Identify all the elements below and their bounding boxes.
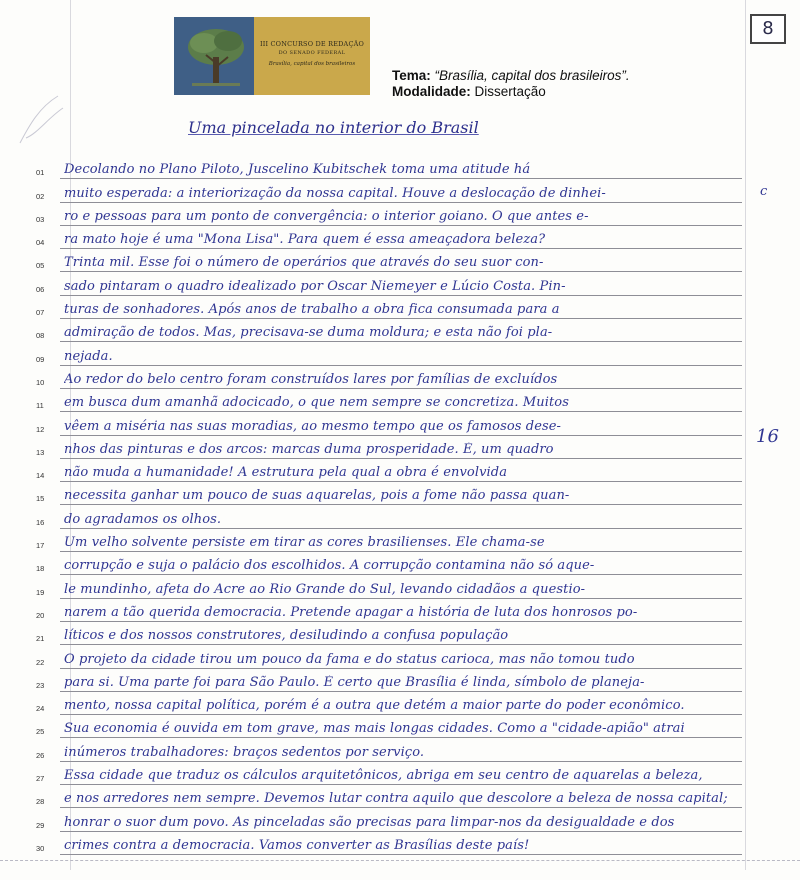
modality-label: Modalidade: bbox=[392, 84, 471, 99]
line-number: 12 bbox=[36, 424, 45, 434]
essay-line bbox=[0, 645, 800, 668]
essay-line bbox=[0, 832, 800, 855]
essay-line bbox=[0, 249, 800, 272]
essay-line bbox=[0, 808, 800, 831]
logo-line-2: DO SENADO FEDERAL bbox=[278, 50, 346, 56]
essay-line bbox=[0, 436, 800, 459]
line-number: 25 bbox=[36, 727, 45, 737]
line-text: Essa cidade que traduz os cálculos arquitetônicos, abriga em seu centro de aquarelas a beleza, bbox=[64, 768, 703, 784]
line-number: 05 bbox=[36, 261, 45, 271]
line-number: 08 bbox=[36, 331, 45, 341]
essay-line bbox=[0, 342, 800, 365]
line-number: 13 bbox=[36, 447, 45, 457]
essay-line bbox=[0, 692, 800, 715]
line-number: 20 bbox=[36, 610, 45, 620]
essay-line bbox=[0, 156, 800, 179]
line-number: 26 bbox=[36, 750, 45, 760]
line-text: ra mato hoje é uma "Mona Lisa". Para quem é essa ameaçadora beleza? bbox=[64, 232, 546, 248]
line-text: e nos arredores nem sempre. Devemos lutar contra aquilo que descolore a beleza de nossa capital; bbox=[64, 791, 728, 807]
line-text: Ao redor do belo centro foram construídos lares por famílias de excluídos bbox=[64, 371, 558, 387]
line-number: 30 bbox=[36, 843, 45, 853]
essay-line bbox=[0, 785, 800, 808]
line-text: nhos das pinturas e dos arcos: marcas duma prosperidade. É, um quadro bbox=[64, 441, 554, 457]
essay-line bbox=[0, 412, 800, 435]
line-text: mento, nossa capital política, porém é a outra que detém a maior parte do poder econômico. bbox=[64, 698, 685, 714]
line-number: 29 bbox=[36, 820, 45, 830]
line-number: 24 bbox=[36, 704, 45, 714]
line-number: 06 bbox=[36, 284, 45, 294]
line-number: 17 bbox=[36, 541, 45, 551]
line-number: 03 bbox=[36, 214, 45, 224]
theme-line bbox=[392, 68, 630, 83]
line-text: necessita ganhar um pouco de suas aquarelas, pois a fome não passa quan- bbox=[64, 488, 570, 504]
line-text: turas de sonhadores. Após anos de trabalho a obra fica consumada para a bbox=[64, 302, 560, 318]
line-text: do agradamos os olhos. bbox=[64, 511, 222, 527]
line-text: em busca dum amanhã adocicado, o que nem sempre se concretiza. Muitos bbox=[64, 395, 570, 411]
line-rule bbox=[60, 854, 742, 855]
essay-line bbox=[0, 739, 800, 762]
essay-line bbox=[0, 366, 800, 389]
line-text: le mundinho, afeta do Acre ao Rio Grande do Sul, levando cidadãos a questio- bbox=[64, 581, 586, 597]
logo-line-3: Brasília, capital dos brasileiros bbox=[268, 61, 356, 67]
page-number-box: 8 bbox=[750, 14, 786, 44]
essay-line bbox=[0, 389, 800, 412]
line-text: nejada. bbox=[64, 348, 113, 364]
line-text: O projeto da cidade tirou um pouco da fama e do status carioca, mas não tomou tudo bbox=[64, 651, 635, 667]
logo-line-1: III CONCURSO DE REDAÇÃO bbox=[259, 40, 365, 48]
contest-logo bbox=[174, 17, 370, 95]
theme-label: Tema: bbox=[392, 68, 431, 83]
line-text: sado pintaram o quadro idealizado por Oscar Niemeyer e Lúcio Costa. Pin- bbox=[64, 278, 566, 294]
line-number: 22 bbox=[36, 657, 45, 667]
line-text: para si. Uma parte foi para São Paulo. É certo que Brasília é linda, símbolo de planeja- bbox=[64, 674, 645, 690]
line-number: 10 bbox=[36, 377, 45, 387]
line-text: admiração de todos. Mas, precisava-se duma moldura; e esta não foi pla- bbox=[64, 325, 553, 341]
bottom-perforation bbox=[0, 860, 800, 861]
line-number: 21 bbox=[36, 634, 45, 644]
essay-line bbox=[0, 762, 800, 785]
line-number: 15 bbox=[36, 494, 45, 504]
margin-mark-line-2: c bbox=[760, 184, 768, 199]
line-number: 04 bbox=[36, 238, 45, 248]
essay-line bbox=[0, 599, 800, 622]
essay-line bbox=[0, 715, 800, 738]
essay-line bbox=[0, 459, 800, 482]
essay-line bbox=[0, 203, 800, 226]
essay-line bbox=[0, 529, 800, 552]
line-number: 28 bbox=[36, 797, 45, 807]
margin-doodle-icon bbox=[18, 88, 68, 148]
essay-line bbox=[0, 319, 800, 342]
line-text: crimes contra a democracia. Vamos converter as Brasílias deste país! bbox=[64, 837, 530, 853]
line-number: 18 bbox=[36, 564, 45, 574]
line-number: 11 bbox=[36, 401, 44, 411]
tree-icon bbox=[184, 23, 248, 89]
line-text: vêem a miséria nas suas moradias, ao mesmo tempo que os famosos dese- bbox=[64, 418, 562, 434]
line-text: muito esperada: a interiorização da nossa capital. Houve a deslocação de dinhei- bbox=[64, 185, 606, 201]
line-number: 23 bbox=[36, 680, 45, 690]
essay-line bbox=[0, 482, 800, 505]
essay-title: Uma pincelada no interior do Brasil bbox=[188, 118, 479, 137]
line-text: Decolando no Plano Piloto, Juscelino Kubitschek toma uma atitude há bbox=[64, 162, 531, 178]
modality-line bbox=[392, 84, 546, 99]
line-number: 09 bbox=[36, 354, 45, 364]
essay-line bbox=[0, 506, 800, 529]
line-text: narem a tão querida democracia. Pretende apagar a história de luta dos honrosos po- bbox=[64, 604, 638, 620]
line-text: Sua economia é ouvida em tom grave, mas mais longas cidades. Como a "cidade-apião" atrai bbox=[64, 721, 685, 737]
line-text: Trinta mil. Esse foi o número de operários que através do seu suor con- bbox=[64, 255, 544, 271]
theme-value: “Brasília, capital dos brasileiros”. bbox=[434, 68, 630, 83]
line-text: não muda a humanidade! A estrutura pela qual a obra é envolvida bbox=[64, 465, 508, 481]
line-number: 07 bbox=[36, 308, 45, 318]
line-number: 14 bbox=[36, 471, 45, 481]
line-number: 19 bbox=[36, 587, 45, 597]
essay-line bbox=[0, 575, 800, 598]
essay-line bbox=[0, 552, 800, 575]
line-number: 02 bbox=[36, 191, 45, 201]
essay-line bbox=[0, 226, 800, 249]
line-text: inúmeros trabalhadores: braços sedentos por serviço. bbox=[64, 744, 425, 760]
line-number: 16 bbox=[36, 517, 45, 527]
margin-score: 16 bbox=[756, 426, 779, 447]
line-text: ro e pessoas para um ponto de convergência: o interior goiano. O que antes e- bbox=[64, 208, 589, 224]
essay-line bbox=[0, 669, 800, 692]
essay-line bbox=[0, 296, 800, 319]
line-text: Um velho solvente persiste em tirar as cores brasilienses. Ele chama-se bbox=[64, 535, 545, 551]
line-text: líticos e dos nossos construtores, desiludindo a confusa população bbox=[64, 628, 509, 644]
line-text: honrar o suor dum povo. As pinceladas são precisas para limpar-nos da desigualdade e dos bbox=[64, 814, 675, 830]
line-number: 01 bbox=[36, 168, 45, 178]
essay-line bbox=[0, 179, 800, 202]
essay-line bbox=[0, 622, 800, 645]
line-number: 27 bbox=[36, 774, 45, 784]
line-text: corrupção e suja o palácio dos escolhidos. A corrupção contamina não só aque- bbox=[64, 558, 595, 574]
essay-line bbox=[0, 273, 800, 296]
modality-value: Dissertação bbox=[474, 84, 546, 99]
